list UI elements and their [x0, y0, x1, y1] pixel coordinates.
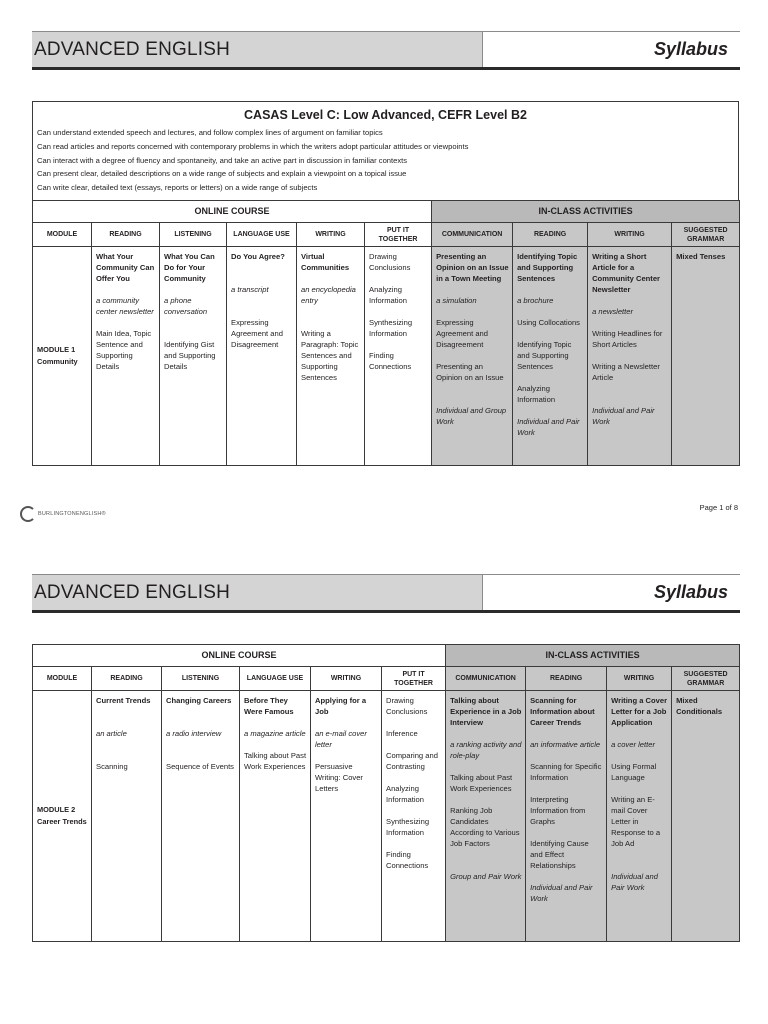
- can-do-statement: Can read articles and reports concerned with contemporary problems in which the writers adopt particular attitudes or viewpoints: [37, 141, 469, 151]
- col-put-it-together: PUT IT TOGETHER: [382, 667, 446, 691]
- col-listening: LISTENING: [162, 667, 240, 691]
- col-communication: COMMUNICATION: [446, 667, 526, 691]
- work-mode: Individual and Pair Work: [530, 883, 593, 903]
- activity-title: Talking about Experience in a Job Interview: [450, 696, 522, 727]
- language-use-cell: [227, 247, 297, 466]
- syllabus-label: Syllabus: [482, 32, 740, 67]
- activity-title: Presenting an Opinion on an Issue in a Town Meeting: [436, 252, 509, 283]
- skill: Presenting an Opinion on an Issue: [436, 362, 504, 382]
- lesson-title: What You Can Do for Your Community: [164, 252, 215, 283]
- skill: Expressing Agreement and Disagreement: [436, 318, 489, 349]
- lesson-title: Current Trends: [96, 696, 151, 705]
- skill: Writing a Paragraph: Topic Sentences and Supporting Sentences: [301, 329, 359, 382]
- skill: Analyzing Information: [369, 285, 407, 305]
- col-class-reading: READING: [513, 223, 588, 247]
- page-number: Page 1 of 8: [699, 503, 738, 512]
- lesson-title: Changing Careers: [166, 696, 232, 705]
- syllabus-label: Syllabus: [482, 575, 740, 610]
- skill: Drawing Conclusions: [386, 696, 428, 716]
- col-module: MODULE: [33, 667, 92, 691]
- page-header: [32, 31, 740, 70]
- skill: Synthesizing Information: [369, 318, 413, 338]
- text-type: an article: [96, 729, 127, 738]
- skill: Talking about Past Work Experiences: [450, 773, 513, 793]
- col-communication: COMMUNICATION: [432, 223, 513, 247]
- col-language-use: LANGUAGE USE: [227, 223, 297, 247]
- syllabus-table-module-1: [32, 200, 740, 466]
- text-type: a transcript: [231, 285, 269, 294]
- language-use-cell: [240, 691, 311, 942]
- skill: Using Formal Language: [611, 762, 657, 782]
- skill: Talking about Past Work Experiences: [244, 751, 307, 771]
- can-do-statement: Can interact with a degree of fluency and spontaneity, and take an active part in discussion in familiar contexts: [37, 155, 408, 165]
- skill: Finding Connections: [369, 351, 412, 371]
- activity-type: an informative article: [530, 740, 601, 749]
- skill: Scanning: [96, 762, 128, 771]
- module-number: MODULE 1: [37, 345, 76, 354]
- activity-type: a ranking activity and role-play: [450, 740, 522, 760]
- put-it-together-cell: [382, 691, 446, 942]
- skill: Scanning for Specific Information: [530, 762, 602, 782]
- class-reading-cell: [513, 247, 588, 466]
- put-it-together-cell: [365, 247, 432, 466]
- grammar-cell: [672, 247, 740, 466]
- activity-type: a cover letter: [611, 740, 655, 749]
- activity-title: Writing a Cover Letter for a Job Application: [611, 696, 668, 727]
- activity-title: Scanning for Information about Career Trends: [530, 696, 595, 727]
- skill: Finding Connections: [386, 850, 429, 870]
- syllabus-table-module-2: [32, 644, 740, 942]
- logo-text: BURLINGTONENGLISH®: [38, 511, 106, 517]
- in-class-heading: IN-CLASS ACTIVITIES: [432, 201, 740, 223]
- col-writing: WRITING: [311, 667, 382, 691]
- activity-title: Identifying Topic and Supporting Sentences: [517, 252, 578, 283]
- writing-cell: [311, 691, 382, 942]
- work-mode: Individual and Pair Work: [517, 417, 580, 437]
- can-do-statement: Can present clear, detailed descriptions on a wide range of subjects and explain a viewpoint on a topical issue: [37, 169, 407, 179]
- module-cell: [33, 247, 92, 466]
- col-reading: READING: [92, 667, 162, 691]
- grammar-point: Mixed Conditionals: [676, 696, 723, 716]
- col-language-use: LANGUAGE USE: [240, 667, 311, 691]
- lesson-title: Before They Were Famous: [244, 696, 294, 716]
- skill: Persuasive Writing: Cover Letters: [315, 762, 363, 793]
- writing-cell: [297, 247, 365, 466]
- col-suggested-grammar: SUGGESTED GRAMMAR: [672, 223, 740, 247]
- grammar-cell: [672, 691, 740, 942]
- text-type: an e-mail cover letter: [315, 729, 367, 749]
- publisher-logo: [20, 506, 106, 522]
- headphones-icon: [20, 506, 36, 522]
- communication-cell: [432, 247, 513, 466]
- skill: Identifying Gist and Supporting Details: [164, 340, 216, 371]
- online-course-heading: ONLINE COURSE: [33, 201, 432, 223]
- course-title: ADVANCED ENGLISH: [32, 32, 482, 67]
- col-reading: READING: [92, 223, 160, 247]
- grammar-point: Mixed Tenses: [676, 252, 726, 261]
- col-suggested-grammar: SUGGESTED GRAMMAR: [672, 667, 740, 691]
- skill: Comparing and Contrasting: [386, 751, 438, 771]
- skill: Sequence of Events: [166, 762, 234, 771]
- col-class-writing: WRITING: [588, 223, 672, 247]
- skill: Identifying Topic and Supporting Sentences: [517, 340, 572, 371]
- skill: Expressing Agreement and Disagreement: [231, 318, 283, 349]
- listening-cell: [162, 691, 240, 942]
- text-type: a phone conversation: [164, 296, 208, 316]
- class-writing-cell: [607, 691, 672, 942]
- page-header: [32, 574, 740, 613]
- module-cell: [33, 691, 92, 942]
- reading-cell: [92, 247, 160, 466]
- reading-cell: [92, 691, 162, 942]
- communication-cell: [446, 691, 526, 942]
- work-mode: Individual and Pair Work: [611, 872, 658, 892]
- can-do-statement: Can understand extended speech and lectures, and follow complex lines of argument on familiar topics: [37, 128, 383, 137]
- col-class-writing: WRITING: [607, 667, 672, 691]
- skill: Inference: [386, 729, 418, 738]
- text-type: an encyclopedia entry: [301, 285, 356, 305]
- col-class-reading: READING: [526, 667, 607, 691]
- lesson-title: What Your Community Can Offer You: [96, 252, 155, 283]
- module-topic: Career Trends: [37, 817, 87, 826]
- skill: Main Idea, Topic Sentence and Supporting Details: [96, 329, 152, 371]
- work-mode: Individual and Group Work: [436, 406, 507, 426]
- class-writing-cell: [588, 247, 672, 466]
- skill: Writing Headlines for Short Articles: [592, 329, 663, 349]
- activity-type: a simulation: [436, 296, 477, 305]
- work-mode: Individual and Pair Work: [592, 406, 655, 426]
- skill: Writing a Newsletter Article: [592, 362, 660, 382]
- module-number: MODULE 2: [37, 805, 76, 814]
- activity-type: a newsletter: [592, 307, 634, 316]
- skill: Interpreting Information from Graphs: [530, 795, 586, 826]
- col-writing: WRITING: [297, 223, 365, 247]
- col-put-it-together: PUT IT TOGETHER: [365, 223, 432, 247]
- module-topic: Community: [37, 357, 78, 366]
- skill: Identifying Cause and Effect Relationships: [530, 839, 589, 870]
- skill: Analyzing Information: [517, 384, 556, 404]
- skill: Writing an E-mail Cover Letter in Response to a Job Ad: [611, 795, 661, 848]
- class-reading-cell: [526, 691, 607, 942]
- text-type: a magazine article: [244, 729, 306, 738]
- online-course-heading: ONLINE COURSE: [33, 645, 446, 667]
- text-type: a community center newsletter: [96, 296, 154, 316]
- lesson-title: Applying for a Job: [315, 696, 367, 716]
- text-type: a radio interview: [166, 729, 222, 738]
- level-description: [32, 101, 739, 200]
- activity-title: Writing a Short Article for a Community Center Newsletter: [592, 252, 661, 294]
- can-do-statement: Can write clear, detailed text (essays, reports or letters) on a wide range of subjects: [37, 183, 318, 193]
- skill: Ranking Job Candidates According to Various Job Factors: [450, 806, 520, 848]
- col-module: MODULE: [33, 223, 92, 247]
- in-class-heading: IN-CLASS ACTIVITIES: [446, 645, 740, 667]
- lesson-title: Do You Agree?: [231, 252, 285, 261]
- skill: Drawing Conclusions: [369, 252, 411, 272]
- listening-cell: [160, 247, 227, 466]
- skill: Synthesizing Information: [386, 817, 430, 837]
- col-listening: LISTENING: [160, 223, 227, 247]
- course-title: ADVANCED ENGLISH: [32, 575, 482, 610]
- work-mode: Group and Pair Work: [450, 872, 522, 881]
- skill: Using Collocations: [517, 318, 580, 327]
- lesson-title: Virtual Communities: [301, 252, 350, 272]
- activity-type: a brochure: [517, 296, 554, 305]
- level-title: CASAS Level C: Low Advanced, CEFR Level B2: [244, 108, 527, 122]
- skill: Analyzing Information: [386, 784, 424, 804]
